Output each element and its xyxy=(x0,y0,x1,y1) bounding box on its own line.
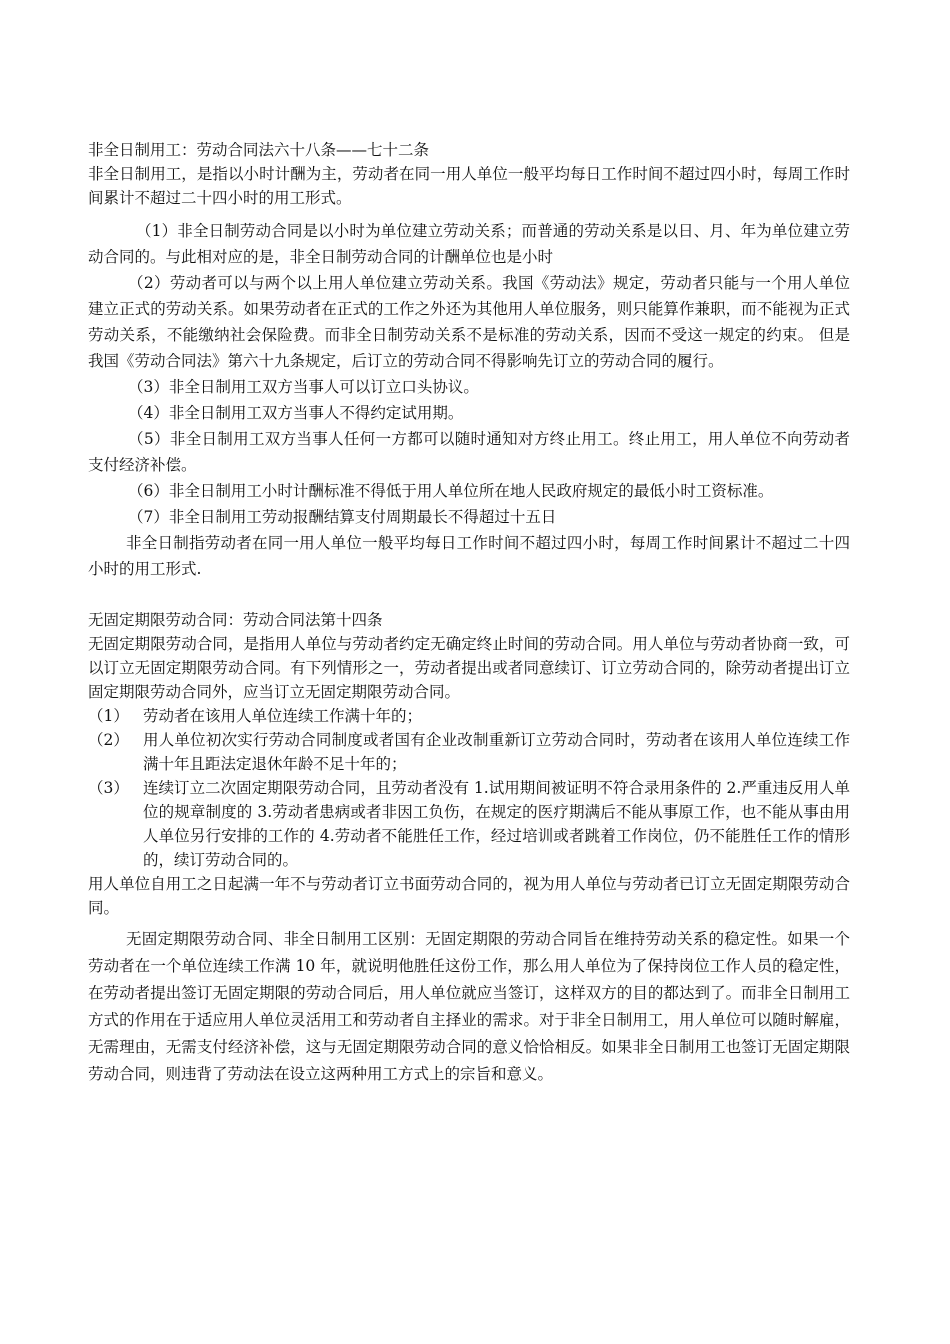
section2-title: 无固定期限劳动合同：劳动合同法第十四条 xyxy=(88,611,383,629)
section1-point-1: （1）非全日制劳动合同是以小时为单位建立劳动关系；而普通的劳动关系是以日、月、年为单位建立劳动合同的。与此相对应的是，非全日制劳动合同的计酬单位也是小时 xyxy=(88,222,850,266)
section1-definition: 非全日制用工，是指以小时计酬为主，劳动者在同一用人单位一般平均每日工作时间不超过四小时，每周工作时间累计不超过二十四小时的用工形式。 xyxy=(88,165,850,207)
section1-point-5: （5）非全日制用工双方当事人任何一方都可以随时通知对方终止用工。终止用工，用人单位不向劳动者支付经济补偿。 xyxy=(88,430,850,474)
list-item-number: （2） xyxy=(88,731,129,749)
section1-point-7: （7）非全日制用工劳动报酬结算支付周期最长不得超过十五日 xyxy=(128,508,557,526)
section1-title: 非全日制用工：劳动合同法六十八条——七十二条 xyxy=(88,141,430,159)
section2-definition: 无固定期限劳动合同，是指用人单位与劳动者约定无确定终止时间的劳动合同。用人单位与劳动者协商一致，可以订立无固定期限劳动合同。有下列情形之一，劳动者提出或者同意续订、订立劳动合同的，除劳动者提出订立固定期限劳动合同外，应当订立无固定期限劳动合同。 xyxy=(88,635,850,701)
section2-note: 用人单位自用工之日起满一年不与劳动者订立书面劳动合同的，视为用人单位与劳动者已订立无固定期限劳动合同。 xyxy=(88,875,850,917)
list-item-number: （3） xyxy=(88,779,129,797)
document-page xyxy=(88,138,850,1088)
comparison-paragraph: 无固定期限劳动合同、非全日制用工区别：无固定期限的劳动合同旨在维持劳动关系的稳定性。如果一个劳动者在一个单位连续工作满 10 年，就说明他胜任这份工作，那么用人单位为了保持岗位工作人员的稳定性，在劳动者提出签订无固定期限的劳动合同后，用人单位就应当签订，这样双方的目的都达到了。而非全日制用工方式的作用在于适应用人单位灵活用工和劳动者自主择业的需求。对于非全日制用工，用人单位可以随时解雇，无需理由，无需支付经济补偿，这与无固定期限劳动合同的意义恰恰相反。如果非全日制用工也签订无固定期限劳动合同，则违背了劳动法在设立这两种用工方式上的宗旨和意义。 xyxy=(88,930,850,1083)
list-item-number: （1） xyxy=(88,707,129,725)
list-item xyxy=(88,704,850,728)
section1-summary: 非全日制指劳动者在同一用人单位一般平均每日工作时间不超过四小时，每周工作时间累计不超过二十四小时的用工形式. xyxy=(88,534,850,578)
section1-point-2: （2）劳动者可以与两个以上用人单位建立劳动关系。我国《劳动法》规定，劳动者只能与一个用人单位建立正式的劳动关系。如果劳动者在正式的工作之外还为其他用人单位服务，则只能算作兼职，而不能视为正式劳动关系，不能缴纳社会保险费。而非全日制劳动关系不是标准的劳动关系，因而不受这一规定的约束。 但是我国《劳动合同法》第六十九条规定，后订立的劳动合同不得影响先订立的劳动合同的履行。 xyxy=(88,274,850,370)
section1-point-6: （6）非全日制用工小时计酬标准不得低于用人单位所在地人民政府规定的最低小时工资标准。 xyxy=(128,482,774,500)
section1-point-3: （3）非全日制用工双方当事人可以订立口头协议。 xyxy=(128,378,479,396)
list-item xyxy=(88,776,850,872)
list-item-text: 连续订立二次固定期限劳动合同，且劳动者没有 1.试用期间被证明不符合录用条件的 2.严重违反用人单位的规章制度的 3.劳动者患病或者非因工负伤，在规定的医疗期满后不能从事原工作，也不能从事由用人单位另行安排的工作的 4.劳动者不能胜任工作，经过培训或者跳着工作岗位，仍不能胜任工作的情形的，续订劳动合同的。 xyxy=(143,779,850,869)
list-item-text: 用人单位初次实行劳动合同制度或者国有企业改制重新订立劳动合同时，劳动者在该用人单位连续工作满十年且距法定退休年龄不足十年的； xyxy=(143,731,850,773)
section-gap xyxy=(88,582,850,608)
list-item-text: 劳动者在该用人单位连续工作满十年的； xyxy=(143,707,423,725)
section1-point-4: （4）非全日制用工双方当事人不得约定试用期。 xyxy=(128,404,464,422)
list-item xyxy=(88,728,850,776)
